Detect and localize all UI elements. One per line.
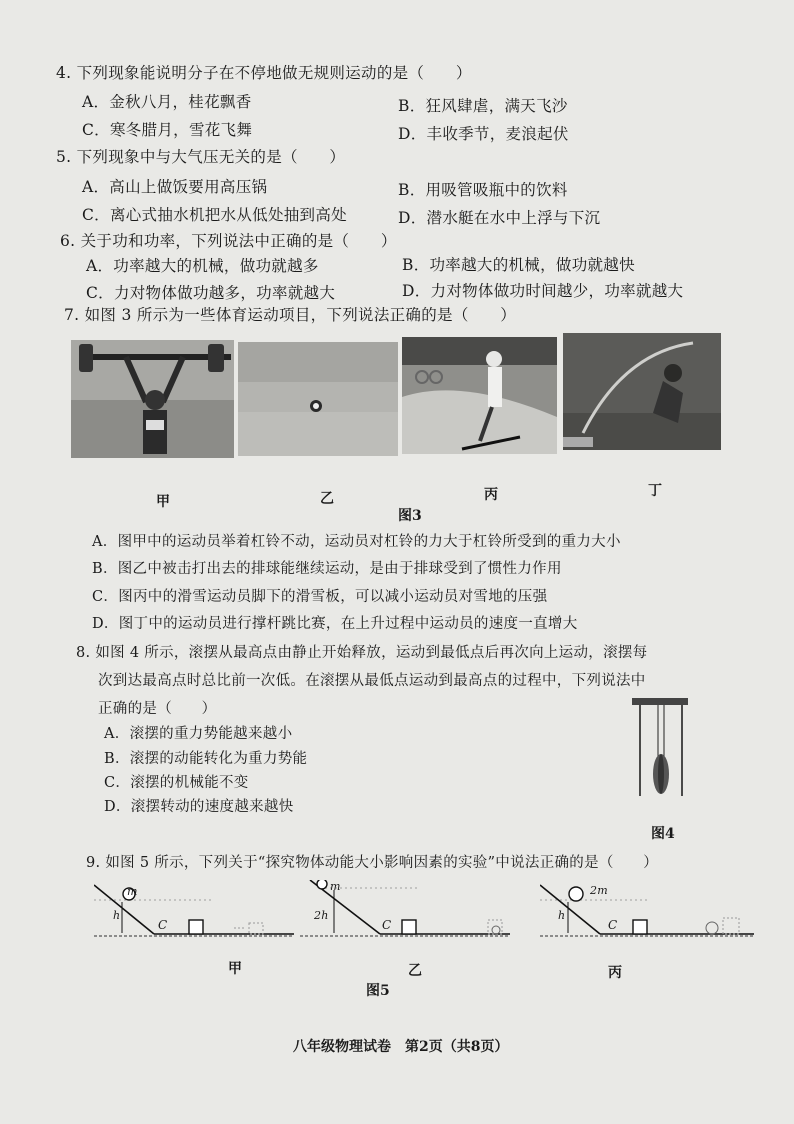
volleyball-photo [238,342,398,456]
fig5-jia-height: h [113,909,121,922]
fig5-yi-mass: m [330,880,341,893]
figure-5-bing-diagram [540,880,754,942]
q5-option-c: C．离心式抽水机把水从低处抽到高处 [82,206,347,224]
q4-option-a: A．金秋八月，桂花飘香 [82,93,252,111]
skiing-photo [402,337,557,454]
q7-label-ding: 丁 [648,483,662,499]
figure-4-caption: 图4 [651,826,675,842]
fig5-jia-mass: m [127,885,138,898]
q7-stem: 7. 如图 3 所示为一些体育运动项目，下列说法正确的是（ ） [64,306,517,324]
pole-vault-photo [563,333,721,450]
q7-option-b: B．图乙中被击打出去的排球能继续运动，是由于排球受到了惯性力作用 [92,561,562,577]
q7-label-yi: 乙 [320,491,334,507]
q7-option-d: D．图丁中的运动员进行撑杆跳比赛，在上升过程中运动员的速度一直增大 [92,616,578,632]
fig5-bing-mass: 2m [590,884,609,897]
fig5-bing-c: C [608,918,618,932]
q9-stem: 9. 如图 5 所示，下列关于“探究物体动能大小影响因素的实验”中说法正确的是（ ） [86,855,659,871]
q4-stem: 4. 下列现象能说明分子在不停地做无规则运动的是（ ） [56,64,472,82]
q6-option-d: D．力对物体做功时间越少，功率就越大 [402,282,684,300]
fig5-yi-height: 2h [314,909,329,922]
rolling-pendulum-diagram [630,696,690,808]
q5-stem: 5. 下列现象中与大气压无关的是（ ） [56,148,346,166]
q5-option-d: D．潜水艇在水中上浮与下沉 [398,209,601,227]
q7-label-jia: 甲 [156,494,170,510]
q4-option-b: B．狂风肆虐，满天飞沙 [398,97,568,115]
q6-stem: 6. 关于功和功率，下列说法中正确的是（ ） [60,232,397,250]
q8-option-d: D．滚摆转动的速度越来越快 [104,799,294,815]
q7-label-bing: 丙 [484,487,498,503]
page-footer: 八年级物理试卷 第2页（共8页） [293,1039,509,1055]
q6-option-c: C．力对物体做功越多，功率就越大 [86,284,336,302]
q4-option-c: C．寒冬腊月，雪花飞舞 [82,121,253,139]
fig5-label-yi: 乙 [408,963,422,979]
fig5-yi-c: C [382,918,392,932]
q5-option-b: B．用吸管吸瓶中的饮料 [398,181,568,199]
q8-stem-line3: 正确的是（ ） [98,701,217,717]
q6-option-b: B．功率越大的机械，做功就越快 [402,256,635,274]
fig5-bing-height: h [558,909,566,922]
q4-option-d: D．丰收季节，麦浪起伏 [398,125,569,143]
q8-option-c: C．滚摆的机械能不变 [104,775,249,791]
q8-option-b: B．滚摆的动能转化为重力势能 [104,751,308,767]
figure-5-caption: 图5 [366,983,390,999]
q7-option-a: A．图甲中的运动员举着杠铃不动，运动员对杠铃的力大于杠铃所受到的重力大小 [92,534,621,550]
q8-stem-line2: 次到达最高点时总比前一次低。在滚摆从最低点运动到最高点的过程中，下列说法中 [98,673,646,689]
q8-option-a: A．滚摆的重力势能越来越小 [104,726,293,742]
figure-5-jia-diagram [94,880,294,942]
q6-option-a: A．功率越大的机械，做功就越多 [86,257,319,275]
fig5-jia-c: C [158,918,168,932]
figure-3-caption: 图3 [398,508,422,524]
fig5-label-bing: 丙 [608,965,622,981]
q7-option-c: C．图丙中的滑雪运动员脚下的滑雪板，可以减小运动员对雪地的压强 [92,589,548,605]
q5-option-a: A．高山上做饭要用高压锅 [82,178,268,196]
fig5-label-jia: 甲 [228,961,242,977]
q8-stem-line1: 8. 如图 4 所示，滚摆从最高点由静止开始释放，运动到最低点后再次向上运动，滚摆每 [76,645,648,661]
weightlifting-photo [71,340,234,458]
